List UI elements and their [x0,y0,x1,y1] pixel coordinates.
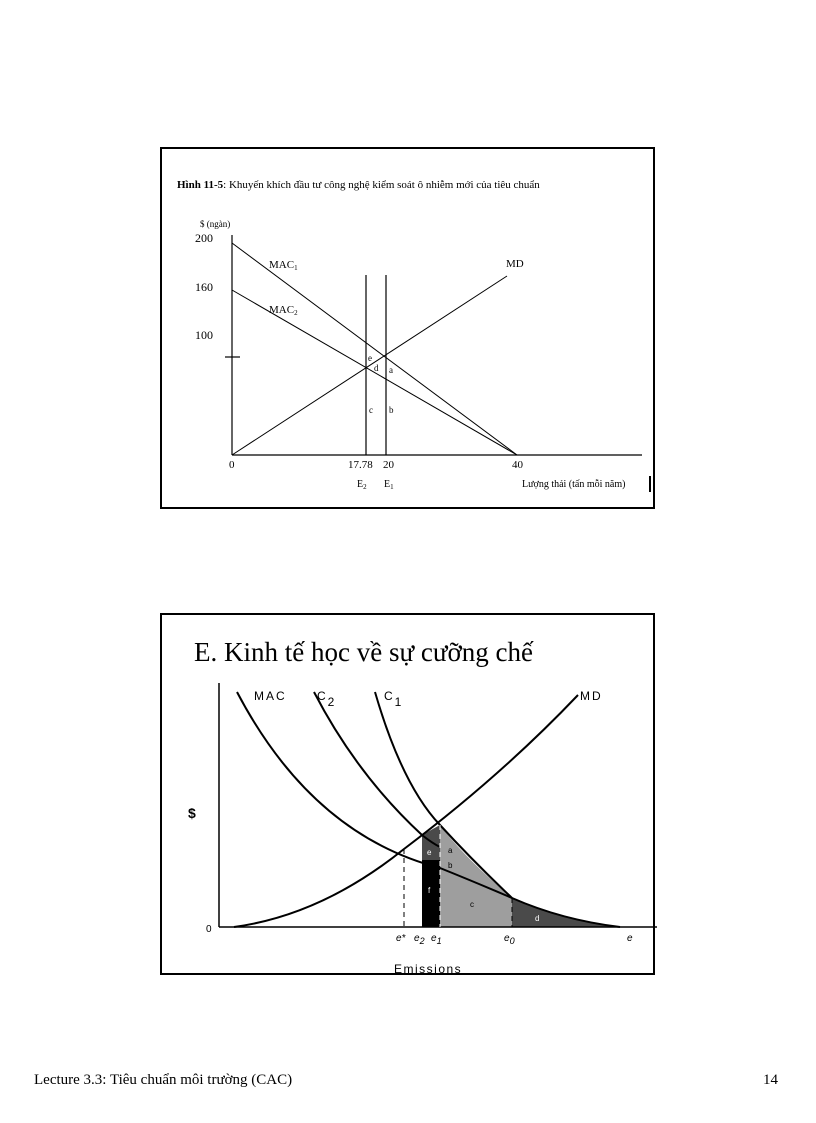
figure-caption-text: : Khuyến khích đầu tư công nghệ kiểm soát ô nhiễm mới của tiêu chuẩn [223,179,540,191]
x-axis-label: Emissions [394,962,463,976]
slide-title: E. Kinh tế học về sự cưỡng chế [194,637,533,667]
x-mark-e1: e1 [431,933,442,946]
md-curve [232,276,507,455]
mac1-label: MAC1 [269,259,298,272]
area-label-e: e [427,848,432,857]
y-tick-160: 160 [195,280,213,294]
area-label-f: f [428,886,431,895]
figure-11-5-chart [162,149,657,511]
label-e2: $E_2$ [357,479,367,491]
area-label-c: c [369,405,373,415]
x-tick-0: 0 [229,459,235,471]
area-d [512,898,620,927]
md-label: MD [506,258,524,270]
y-axis-label: $ [188,805,196,821]
page-number: 14 [763,1072,778,1088]
area-label-b: b [448,861,453,870]
x-mark-e2: e2 [414,933,425,946]
c1-label: C 1 [384,689,402,709]
x-axis-label: Lượng thải (tấn mỗi năm) [522,479,626,490]
c2-label: C 2 [317,689,335,709]
x-tick-20: 20 [383,459,394,471]
figure-caption-label: Hình 11-5 [177,179,224,191]
x-tick-17-78: 17.78 [348,459,373,471]
label-e1: $E_1$ [384,479,394,491]
x-mark-e: e [627,933,633,944]
c2-curve [314,692,440,847]
area-label-b: b [389,405,394,415]
y-axis-label: $ (ngàn) [200,219,231,229]
x-tick-40: 40 [512,459,523,471]
area-f [422,860,440,927]
area-label-c: c [470,900,474,909]
mac-label: MAC [254,689,287,703]
area-label-e: e [368,353,372,363]
md-label: MD [580,689,603,703]
area-label-d: d [535,914,540,923]
x-mark-e0: e0 [504,933,515,946]
enforcement-chart [162,615,657,977]
svg-text:Hình 11-5: Khuyến khích đầu tư [177,179,540,191]
area-label-a: a [389,365,393,375]
mac2-label: MAC2 [269,304,298,317]
origin-label: 0 [206,924,212,935]
mac1-curve [232,243,517,455]
enforcement-economics-slide [160,613,655,975]
y-tick-200: 200 [195,231,213,245]
md-curve [234,695,578,927]
footer-lecture-title: Lecture 3.3: Tiêu chuẩn môi trường (CAC) [34,1072,293,1088]
x-mark-estar: e* [396,933,406,944]
area-label-a: a [448,846,453,855]
figure-11-5-slide [160,147,655,509]
area-label-d: d [374,363,379,373]
y-tick-100: 100 [195,328,213,342]
